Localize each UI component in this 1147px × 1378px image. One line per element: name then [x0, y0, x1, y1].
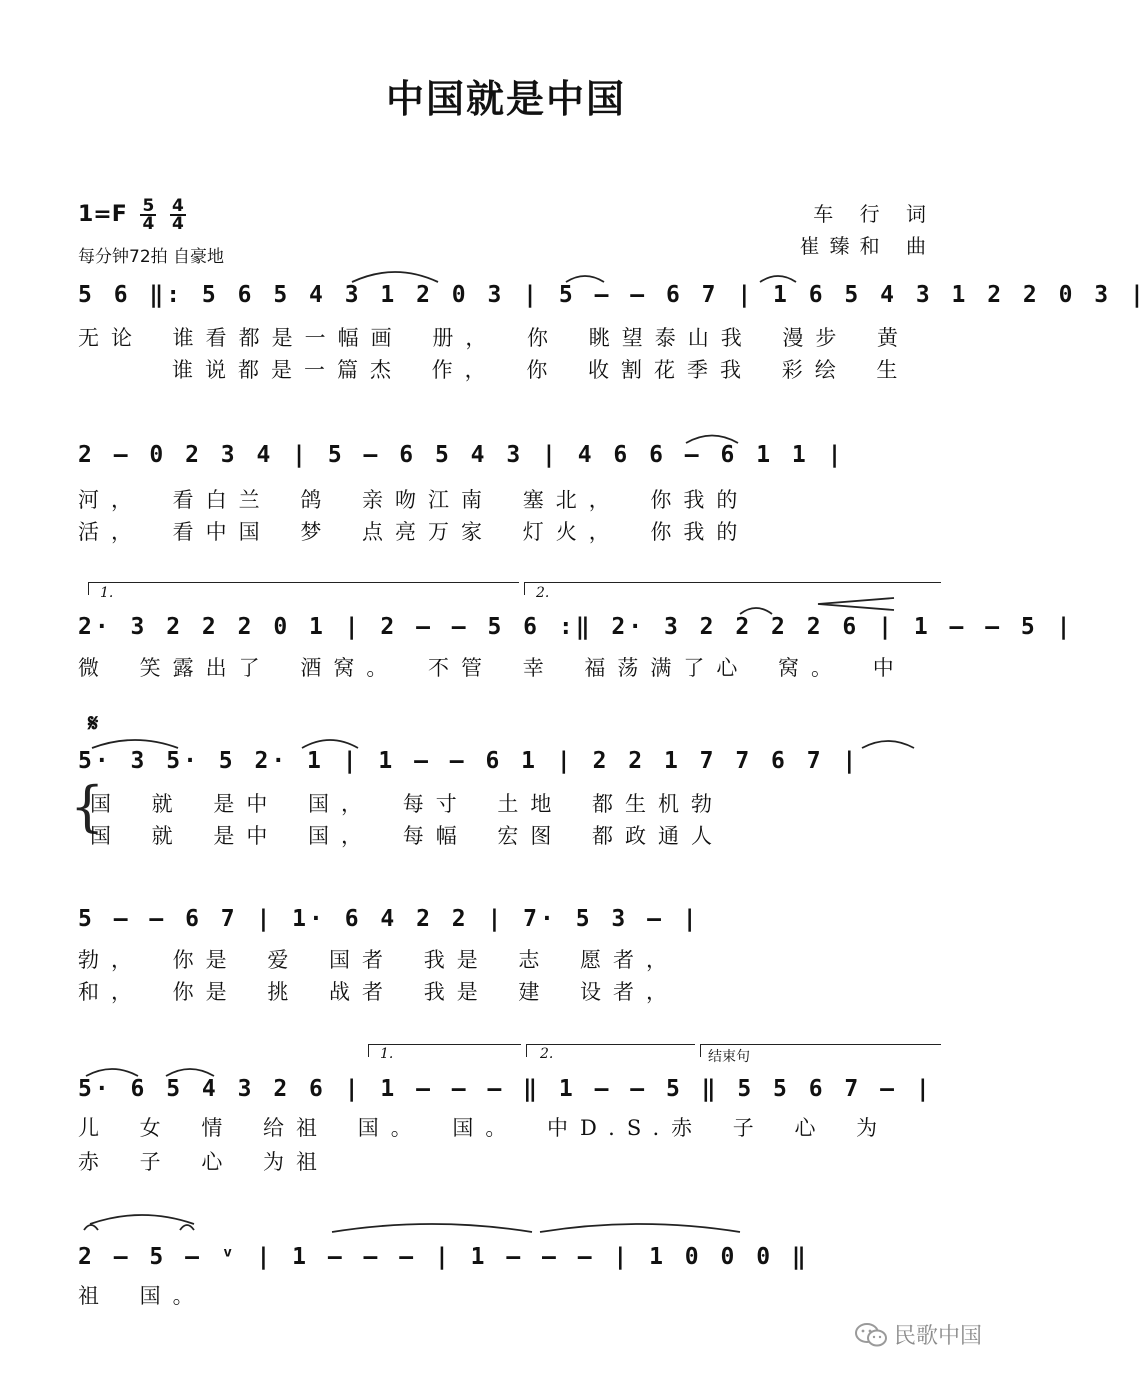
volta-1-label: 1. — [100, 585, 114, 601]
composer-credit: 崔臻和 曲 — [799, 234, 936, 258]
system-5-lyrics-verse-2: 和， 你是 挑 战者 我是 建 设者， — [78, 980, 680, 1004]
tie-slur — [302, 740, 358, 748]
tie-slur — [540, 1224, 740, 1232]
tie-slur — [86, 1069, 138, 1076]
volta-1-bracket — [88, 582, 519, 595]
system-7-lyrics: 祖 国。 — [78, 1284, 206, 1308]
tie-slur — [352, 272, 438, 282]
system-4-lyrics-verse-1: 国 就 是中 国， 每寸 土地 都生机勃 — [90, 792, 725, 816]
coda-label: 结束句 — [708, 1049, 750, 1065]
time-signature-1: $\frac{5}{4}$ — [142, 196, 155, 234]
tie-slur — [166, 1069, 214, 1076]
song-title: 中国就是中国 — [385, 76, 626, 121]
system-5-notes: 5 – – 6 7 | 1· 6 4 2 2 | 7· 5 3 – | — [78, 906, 700, 932]
system-1-lyrics-verse-2: 谁说都是一篇杰 作， 你 收割花季我 彩绘 生 — [172, 358, 910, 382]
tie-slur — [332, 1224, 532, 1232]
system-5-lyrics-verse-1: 勃， 你是 爱 国者 我是 志 愿者， — [78, 948, 680, 972]
tie-slur — [862, 741, 914, 748]
system-2-lyrics-verse-1: 河， 看白兰 鸽 亲吻江南 塞北， 你我的 — [78, 488, 750, 512]
tie-slur — [90, 1215, 194, 1224]
system-2-lyrics-verse-2: 活， 看中国 梦 点亮万家 灯火， 你我的 — [78, 520, 750, 544]
system-1-notes: 5 6 ‖: 5 6 5 4 3 1 2 0 3 | 5 – – 6 7 | 1 6 5 4 3 1 2 2 0 3 | — [78, 282, 1147, 308]
crescendo-hairpin — [818, 598, 894, 610]
key-and-time-signature — [78, 198, 186, 232]
fermata — [180, 1225, 194, 1230]
volta-2-label: 2. — [536, 585, 550, 601]
system-4-notes: 5· 3 5· 5 2· 1 | 1 – – 6 1 | 2 2 1 7 7 6 7 | — [78, 748, 860, 774]
segno-sign: 𝄋 — [88, 708, 99, 737]
system-2-notes: 2 – 0 2 3 4 | 5 – 6 5 4 3 | 4 6 6 – 6 1 1 | — [78, 442, 845, 468]
system-7-notes: 2 – 5 – ᵛ | 1 – – – | 1 – – – | 1 0 0 0 ‖ — [78, 1244, 809, 1270]
watermark — [854, 1319, 982, 1350]
lyricist-credit: 车 行 词 — [813, 202, 936, 226]
tie-slur — [92, 740, 178, 748]
volta-2-label-2: 2. — [540, 1046, 554, 1062]
system-1-lyrics-verse-1: 无论 谁看都是一幅画 册， 你 眺望泰山我 漫步 黄 — [78, 326, 911, 350]
volta-1-label-2: 1. — [380, 1046, 394, 1062]
system-6-lyrics-verse-2: 赤 子 心 为祖 — [78, 1150, 330, 1174]
system-4-lyrics-verse-2: 国 就 是中 国， 每幅 宏图 都政通人 — [90, 824, 725, 848]
wechat-icon — [854, 1321, 888, 1349]
system-3-lyrics: 微 笑露出了 酒窝。 不管 幸 福荡满了心 窝。 中 — [78, 656, 906, 680]
volta-2-bracket — [524, 582, 941, 595]
tempo-marking: 每分钟72拍 自豪地 — [78, 247, 225, 267]
verse-brace: { — [70, 775, 105, 838]
time-signature-2: $\frac{4}{4}$ — [171, 196, 184, 234]
system-3-notes: 2· 3 2 2 2 0 1 | 2 – – 5 6 :‖ 2· 3 2 2 2 2 6 | 1 – – 5 | — [78, 614, 1074, 640]
key-signature: 1=F — [78, 202, 127, 227]
watermark-text: 民歌中国 — [893, 1324, 982, 1349]
fermata — [84, 1225, 98, 1230]
system-6-notes: 5· 6 5 4 3 2 6 | 1 – – – ‖ 1 – – 5 ‖ 5 5 6 7 – | — [78, 1076, 933, 1102]
system-6-lyrics-verse-1: 儿 女 情 给祖 国。 国。 中D.S.赤 子 心 为 — [78, 1116, 890, 1140]
